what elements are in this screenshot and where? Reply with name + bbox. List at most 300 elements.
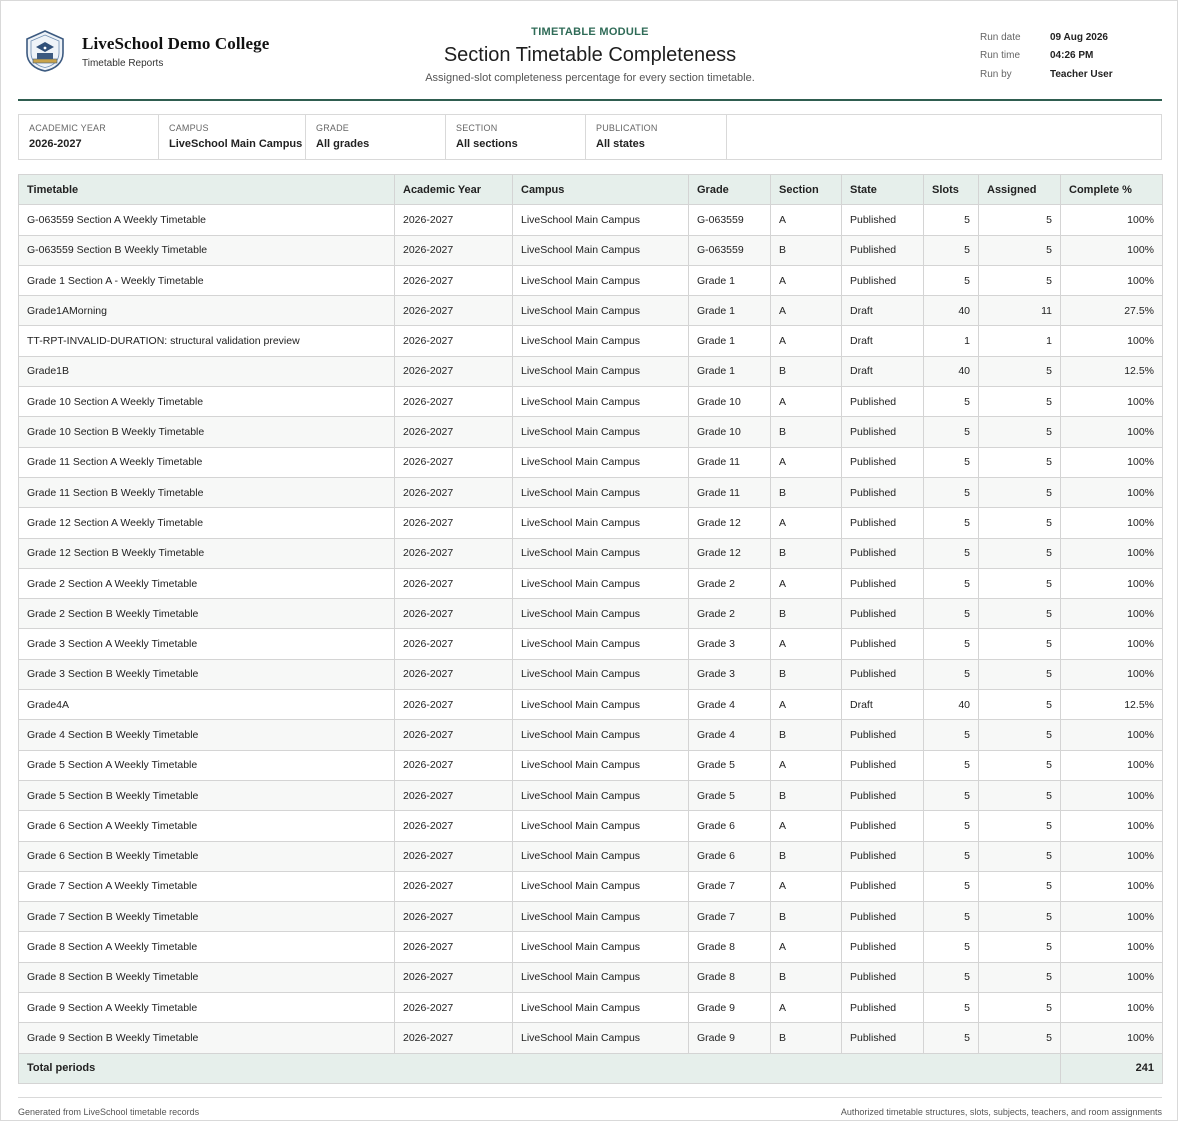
col-slots-cell: 5 <box>924 780 979 810</box>
col-section-cell: A <box>771 447 842 477</box>
col-assigned-cell: 5 <box>979 690 1061 720</box>
filter-value: All grades <box>316 138 370 150</box>
col-section-cell: B <box>771 538 842 568</box>
run-date-row <box>980 28 1113 47</box>
col-section-cell: B <box>771 780 842 810</box>
col-grade-cell: Grade 7 <box>689 902 771 932</box>
col-state-cell: Published <box>842 629 924 659</box>
col-slots-cell: 5 <box>924 508 979 538</box>
col-complete-cell: 100% <box>1061 387 1163 417</box>
col-section-cell: B <box>771 1023 842 1053</box>
col-grade-cell: Grade 11 <box>689 447 771 477</box>
col-timetable-cell: Grade 7 Section B Weekly Timetable <box>19 902 395 932</box>
col-assigned-cell: 5 <box>979 235 1061 265</box>
filter-campus[interactable] <box>159 115 306 159</box>
col-state-cell: Published <box>842 205 924 235</box>
table-row[interactable] <box>19 629 1163 659</box>
col-timetable-cell: Grade1AMorning <box>19 296 395 326</box>
school-name: LiveSchool Demo College <box>82 33 270 53</box>
footer-right-note: Authorized timetable structures, slots, subjects, teachers, and room assignments <box>840 1107 1162 1117</box>
col-campus-cell: LiveSchool Main Campus <box>513 720 689 750</box>
col-campus-header[interactable]: Campus <box>513 175 689 205</box>
col-grade-cell: Grade 12 <box>689 508 771 538</box>
col-section-header[interactable]: Section <box>771 175 842 205</box>
col-state-cell: Published <box>842 568 924 598</box>
col-complete-cell: 100% <box>1061 629 1163 659</box>
col-academic-year-cell: 2026-2027 <box>395 599 513 629</box>
col-grade-cell: Grade 4 <box>689 690 771 720</box>
col-state-cell: Published <box>842 659 924 689</box>
col-complete-cell: 12.5% <box>1061 690 1163 720</box>
col-campus-cell: LiveSchool Main Campus <box>513 538 689 568</box>
table-row[interactable] <box>19 993 1163 1023</box>
col-state-cell: Published <box>842 477 924 507</box>
col-state-cell: Draft <box>842 690 924 720</box>
table-row[interactable] <box>19 477 1163 507</box>
table-row[interactable] <box>19 599 1163 629</box>
filter-bar <box>18 114 1162 160</box>
col-state-cell: Draft <box>842 356 924 386</box>
col-timetable-cell: Grade 9 Section A Weekly Timetable <box>19 993 395 1023</box>
col-slots-cell: 5 <box>924 447 979 477</box>
col-timetable-cell: Grade 10 Section A Weekly Timetable <box>19 387 395 417</box>
run-metadata <box>980 28 1113 84</box>
col-section-cell: B <box>771 659 842 689</box>
col-state-header[interactable]: State <box>842 175 924 205</box>
col-academic-year-cell: 2026-2027 <box>395 508 513 538</box>
col-complete-cell: 100% <box>1061 811 1163 841</box>
col-assigned-cell: 5 <box>979 871 1061 901</box>
col-complete-cell: 12.5% <box>1061 356 1163 386</box>
table-row[interactable] <box>19 205 1163 235</box>
col-slots-cell: 5 <box>924 629 979 659</box>
table-row[interactable] <box>19 356 1163 386</box>
col-academic-year-cell: 2026-2027 <box>395 205 513 235</box>
col-assigned-cell: 5 <box>979 932 1061 962</box>
col-assigned-cell: 5 <box>979 508 1061 538</box>
col-state-cell: Published <box>842 508 924 538</box>
col-slots-cell: 5 <box>924 417 979 447</box>
col-grade-cell: Grade 10 <box>689 387 771 417</box>
col-slots-cell: 5 <box>924 568 979 598</box>
col-state-cell: Published <box>842 902 924 932</box>
col-timetable-cell: Grade 3 Section B Weekly Timetable <box>19 659 395 689</box>
col-assigned-cell: 5 <box>979 205 1061 235</box>
table-row[interactable] <box>19 538 1163 568</box>
col-timetable-cell: Grade 1 Section A - Weekly Timetable <box>19 265 395 295</box>
col-academic-year-cell: 2026-2027 <box>395 326 513 356</box>
col-complete-cell: 100% <box>1061 962 1163 992</box>
col-complete-cell: 100% <box>1061 932 1163 962</box>
run-by-row <box>980 65 1113 84</box>
school-subtitle: Timetable Reports <box>82 57 164 69</box>
table-row[interactable] <box>19 568 1163 598</box>
col-academic-year-cell: 2026-2027 <box>395 659 513 689</box>
col-grade-cell: Grade 2 <box>689 599 771 629</box>
col-assigned-cell: 5 <box>979 568 1061 598</box>
col-academic-year-cell: 2026-2027 <box>395 417 513 447</box>
col-academic-year-cell: 2026-2027 <box>395 568 513 598</box>
col-grade-cell: Grade 9 <box>689 993 771 1023</box>
col-assigned-header[interactable]: Assigned <box>979 175 1061 205</box>
filter-grade[interactable] <box>306 115 446 159</box>
col-grade-cell: Grade 3 <box>689 659 771 689</box>
col-section-cell: A <box>771 811 842 841</box>
col-complete-cell: 100% <box>1061 780 1163 810</box>
col-slots-cell: 5 <box>924 811 979 841</box>
col-section-cell: B <box>771 356 842 386</box>
table-row[interactable] <box>19 659 1163 689</box>
col-state-cell: Published <box>842 720 924 750</box>
filter-value: LiveSchool Main Campus <box>169 138 303 150</box>
col-campus-cell: LiveSchool Main Campus <box>513 599 689 629</box>
col-academic-year-cell: 2026-2027 <box>395 902 513 932</box>
table-header <box>19 175 1163 205</box>
filter-section[interactable] <box>446 115 586 159</box>
table-row[interactable] <box>19 902 1163 932</box>
col-academic-year-header[interactable]: Academic Year <box>395 175 513 205</box>
page-title: Section Timetable Completeness <box>443 44 737 66</box>
col-state-cell: Published <box>842 932 924 962</box>
footer-left-note: Generated from LiveSchool timetable records <box>18 1107 200 1117</box>
col-academic-year-cell: 2026-2027 <box>395 1023 513 1053</box>
run-date-value: 09 Aug 2026 <box>1050 31 1108 43</box>
col-complete-cell: 100% <box>1061 477 1163 507</box>
col-academic-year-cell: 2026-2027 <box>395 932 513 962</box>
col-complete-cell: 100% <box>1061 538 1163 568</box>
col-grade-cell: Grade 5 <box>689 780 771 810</box>
col-campus-cell: LiveSchool Main Campus <box>513 417 689 447</box>
report-header <box>18 15 1162 101</box>
col-complete-cell: 100% <box>1061 1023 1163 1053</box>
col-campus-cell: LiveSchool Main Campus <box>513 993 689 1023</box>
col-academic-year-cell: 2026-2027 <box>395 235 513 265</box>
col-academic-year-cell: 2026-2027 <box>395 387 513 417</box>
table-row[interactable] <box>19 871 1163 901</box>
col-slots-cell: 40 <box>924 690 979 720</box>
col-assigned-cell: 1 <box>979 326 1061 356</box>
col-state-cell: Published <box>842 993 924 1023</box>
col-state-cell: Published <box>842 265 924 295</box>
col-grade-cell: Grade 8 <box>689 932 771 962</box>
col-academic-year-cell: 2026-2027 <box>395 690 513 720</box>
col-grade-cell: Grade 7 <box>689 871 771 901</box>
col-academic-year-cell: 2026-2027 <box>395 750 513 780</box>
col-grade-cell: Grade 11 <box>689 477 771 507</box>
col-campus-cell: LiveSchool Main Campus <box>513 750 689 780</box>
col-complete-cell: 100% <box>1061 568 1163 598</box>
col-assigned-cell: 5 <box>979 629 1061 659</box>
col-campus-cell: LiveSchool Main Campus <box>513 205 689 235</box>
col-state-cell: Published <box>842 1023 924 1053</box>
table-row[interactable] <box>19 720 1163 750</box>
col-academic-year-cell: 2026-2027 <box>395 447 513 477</box>
col-slots-header[interactable]: Slots <box>924 175 979 205</box>
col-assigned-cell: 5 <box>979 387 1061 417</box>
col-section-cell: A <box>771 265 842 295</box>
col-campus-cell: LiveSchool Main Campus <box>513 265 689 295</box>
col-complete-cell: 100% <box>1061 205 1163 235</box>
table-row[interactable] <box>19 235 1163 265</box>
col-academic-year-cell: 2026-2027 <box>395 477 513 507</box>
col-grade-cell: Grade 1 <box>689 296 771 326</box>
col-state-cell: Published <box>842 780 924 810</box>
col-campus-cell: LiveSchool Main Campus <box>513 235 689 265</box>
table-row[interactable] <box>19 326 1163 356</box>
col-section-cell: A <box>771 690 842 720</box>
table-row[interactable] <box>19 750 1163 780</box>
col-timetable-cell: Grade 5 Section A Weekly Timetable <box>19 750 395 780</box>
col-grade-cell: Grade 10 <box>689 417 771 447</box>
table-footer <box>19 1053 1163 1083</box>
col-campus-cell: LiveSchool Main Campus <box>513 296 689 326</box>
run-time-row <box>980 47 1113 66</box>
col-section-cell: A <box>771 629 842 659</box>
report-description: Assigned-slot completeness percentage for every section timetable. <box>425 72 755 84</box>
run-time-label: Run time <box>980 50 1021 62</box>
col-assigned-cell: 5 <box>979 811 1061 841</box>
table-row[interactable] <box>19 1023 1163 1053</box>
col-timetable-cell: Grade 12 Section A Weekly Timetable <box>19 508 395 538</box>
col-academic-year-cell: 2026-2027 <box>395 841 513 871</box>
col-academic-year-cell: 2026-2027 <box>395 629 513 659</box>
col-campus-cell: LiveSchool Main Campus <box>513 356 689 386</box>
col-timetable-cell: Grade 3 Section A Weekly Timetable <box>19 629 395 659</box>
col-assigned-cell: 5 <box>979 659 1061 689</box>
col-timetable-cell: Grade 11 Section B Weekly Timetable <box>19 477 395 507</box>
col-grade-cell: Grade 1 <box>689 326 771 356</box>
col-state-cell: Published <box>842 871 924 901</box>
col-campus-cell: LiveSchool Main Campus <box>513 629 689 659</box>
col-assigned-cell: 5 <box>979 356 1061 386</box>
col-complete-cell: 100% <box>1061 750 1163 780</box>
col-section-cell: B <box>771 477 842 507</box>
school-crest-icon <box>24 29 66 73</box>
col-grade-cell: Grade 12 <box>689 538 771 568</box>
col-academic-year-cell: 2026-2027 <box>395 811 513 841</box>
table-row[interactable] <box>19 962 1163 992</box>
filter-label: GRADE <box>316 123 350 133</box>
col-slots-cell: 5 <box>924 962 979 992</box>
col-section-cell: A <box>771 508 842 538</box>
col-slots-cell: 5 <box>924 538 979 568</box>
col-slots-cell: 5 <box>924 902 979 932</box>
filter-value: 2026-2027 <box>29 138 82 150</box>
col-slots-cell: 5 <box>924 477 979 507</box>
filter-academic-year[interactable] <box>19 115 159 159</box>
col-slots-cell: 1 <box>924 326 979 356</box>
col-section-cell: A <box>771 205 842 235</box>
school-brand <box>24 29 269 73</box>
filter-label: SECTION <box>456 123 498 133</box>
col-timetable-cell: Grade 9 Section B Weekly Timetable <box>19 1023 395 1053</box>
col-grade-cell: Grade 6 <box>689 811 771 841</box>
col-complete-cell: 100% <box>1061 720 1163 750</box>
run-time-value: 04:26 PM <box>1050 50 1094 62</box>
col-academic-year-cell: 2026-2027 <box>395 962 513 992</box>
col-timetable-cell: TT-RPT-INVALID-DURATION: structural validation preview <box>19 326 395 356</box>
filter-value: All states <box>596 138 645 150</box>
col-complete-cell: 27.5% <box>1061 296 1163 326</box>
table-row[interactable] <box>19 508 1163 538</box>
col-slots-cell: 5 <box>924 599 979 629</box>
col-slots-cell: 5 <box>924 750 979 780</box>
total-label: Total periods <box>19 1053 1061 1083</box>
table-row[interactable] <box>19 296 1163 326</box>
col-timetable-cell: Grade 6 Section B Weekly Timetable <box>19 841 395 871</box>
completeness-table <box>18 174 1163 1084</box>
col-state-cell: Published <box>842 599 924 629</box>
col-slots-cell: 40 <box>924 356 979 386</box>
col-timetable-cell: Grade 4 Section B Weekly Timetable <box>19 720 395 750</box>
col-slots-cell: 5 <box>924 871 979 901</box>
col-complete-cell: 100% <box>1061 265 1163 295</box>
total-value: 241 <box>1061 1053 1163 1083</box>
col-grade-cell: Grade 9 <box>689 1023 771 1053</box>
col-campus-cell: LiveSchool Main Campus <box>513 447 689 477</box>
table-row[interactable] <box>19 447 1163 477</box>
col-assigned-cell: 5 <box>979 599 1061 629</box>
col-grade-cell: Grade 4 <box>689 720 771 750</box>
col-academic-year-cell: 2026-2027 <box>395 993 513 1023</box>
run-by-value: Teacher User <box>1050 68 1113 80</box>
col-slots-cell: 5 <box>924 993 979 1023</box>
col-state-cell: Published <box>842 841 924 871</box>
col-assigned-cell: 5 <box>979 538 1061 568</box>
col-timetable-header[interactable]: Timetable <box>19 175 395 205</box>
col-state-cell: Published <box>842 962 924 992</box>
col-grade-cell: Grade 1 <box>689 265 771 295</box>
col-academic-year-cell: 2026-2027 <box>395 296 513 326</box>
report-title-block <box>390 26 790 84</box>
col-section-cell: A <box>771 993 842 1023</box>
table-row[interactable] <box>19 387 1163 417</box>
col-assigned-cell: 5 <box>979 750 1061 780</box>
table-row[interactable] <box>19 811 1163 841</box>
col-timetable-cell: Grade 12 Section B Weekly Timetable <box>19 538 395 568</box>
col-slots-cell: 5 <box>924 235 979 265</box>
table-row[interactable] <box>19 932 1163 962</box>
col-campus-cell: LiveSchool Main Campus <box>513 841 689 871</box>
col-campus-cell: LiveSchool Main Campus <box>513 508 689 538</box>
col-academic-year-cell: 2026-2027 <box>395 356 513 386</box>
col-timetable-cell: Grade 8 Section A Weekly Timetable <box>19 932 395 962</box>
col-complete-cell: 100% <box>1061 417 1163 447</box>
table-row[interactable] <box>19 780 1163 810</box>
col-timetable-cell: Grade1B <box>19 356 395 386</box>
col-complete-cell: 100% <box>1061 902 1163 932</box>
col-complete-cell: 100% <box>1061 599 1163 629</box>
filter-label: PUBLICATION <box>596 123 658 133</box>
filter-label: CAMPUS <box>169 123 209 133</box>
table-row[interactable] <box>19 690 1163 720</box>
table-row[interactable] <box>19 841 1163 871</box>
col-complete-cell: 100% <box>1061 235 1163 265</box>
col-slots-cell: 40 <box>924 296 979 326</box>
run-date-label: Run date <box>980 31 1021 43</box>
col-complete-cell: 100% <box>1061 841 1163 871</box>
filter-label: ACADEMIC YEAR <box>29 123 106 133</box>
col-campus-cell: LiveSchool Main Campus <box>513 811 689 841</box>
col-state-cell: Draft <box>842 326 924 356</box>
col-complete-header[interactable]: Complete % <box>1061 175 1163 205</box>
col-assigned-cell: 5 <box>979 993 1061 1023</box>
col-timetable-cell: G-063559 Section A Weekly Timetable <box>19 205 395 235</box>
total-row <box>19 1053 1163 1083</box>
col-timetable-cell: Grade 10 Section B Weekly Timetable <box>19 417 395 447</box>
col-state-cell: Published <box>842 387 924 417</box>
col-assigned-cell: 5 <box>979 265 1061 295</box>
col-assigned-cell: 5 <box>979 720 1061 750</box>
col-campus-cell: LiveSchool Main Campus <box>513 871 689 901</box>
table-body <box>19 205 1163 1053</box>
col-assigned-cell: 5 <box>979 902 1061 932</box>
col-assigned-cell: 5 <box>979 447 1061 477</box>
table-row[interactable] <box>19 265 1163 295</box>
col-state-cell: Published <box>842 447 924 477</box>
col-academic-year-cell: 2026-2027 <box>395 720 513 750</box>
col-timetable-cell: Grade 11 Section A Weekly Timetable <box>19 447 395 477</box>
col-section-cell: A <box>771 326 842 356</box>
col-assigned-cell: 5 <box>979 841 1061 871</box>
col-complete-cell: 100% <box>1061 993 1163 1023</box>
col-state-cell: Draft <box>842 296 924 326</box>
col-slots-cell: 5 <box>924 205 979 235</box>
col-grade-header[interactable]: Grade <box>689 175 771 205</box>
col-assigned-cell: 11 <box>979 296 1061 326</box>
col-assigned-cell: 5 <box>979 1023 1061 1053</box>
col-state-cell: Published <box>842 811 924 841</box>
col-section-cell: A <box>771 296 842 326</box>
col-grade-cell: Grade 1 <box>689 356 771 386</box>
col-section-cell: A <box>771 871 842 901</box>
col-state-cell: Published <box>842 417 924 447</box>
col-section-cell: A <box>771 387 842 417</box>
col-campus-cell: LiveSchool Main Campus <box>513 962 689 992</box>
col-state-cell: Published <box>842 235 924 265</box>
col-section-cell: B <box>771 841 842 871</box>
col-section-cell: B <box>771 902 842 932</box>
col-timetable-cell: Grade 7 Section A Weekly Timetable <box>19 871 395 901</box>
col-section-cell: B <box>771 962 842 992</box>
col-slots-cell: 5 <box>924 841 979 871</box>
col-complete-cell: 100% <box>1061 659 1163 689</box>
col-slots-cell: 5 <box>924 932 979 962</box>
col-section-cell: A <box>771 568 842 598</box>
col-slots-cell: 5 <box>924 720 979 750</box>
col-academic-year-cell: 2026-2027 <box>395 265 513 295</box>
col-section-cell: A <box>771 750 842 780</box>
page-footer <box>18 1097 1162 1117</box>
col-section-cell: A <box>771 932 842 962</box>
filter-publication[interactable] <box>586 115 727 159</box>
col-slots-cell: 5 <box>924 1023 979 1053</box>
col-grade-cell: Grade 3 <box>689 629 771 659</box>
col-state-cell: Published <box>842 538 924 568</box>
col-complete-cell: 100% <box>1061 871 1163 901</box>
col-campus-cell: LiveSchool Main Campus <box>513 326 689 356</box>
table-row[interactable] <box>19 417 1163 447</box>
col-section-cell: B <box>771 599 842 629</box>
col-complete-cell: 100% <box>1061 326 1163 356</box>
col-campus-cell: LiveSchool Main Campus <box>513 477 689 507</box>
col-grade-cell: G-063559 <box>689 205 771 235</box>
col-campus-cell: LiveSchool Main Campus <box>513 659 689 689</box>
col-campus-cell: LiveSchool Main Campus <box>513 387 689 417</box>
filter-value: All sections <box>456 138 518 150</box>
col-assigned-cell: 5 <box>979 477 1061 507</box>
col-grade-cell: Grade 8 <box>689 962 771 992</box>
